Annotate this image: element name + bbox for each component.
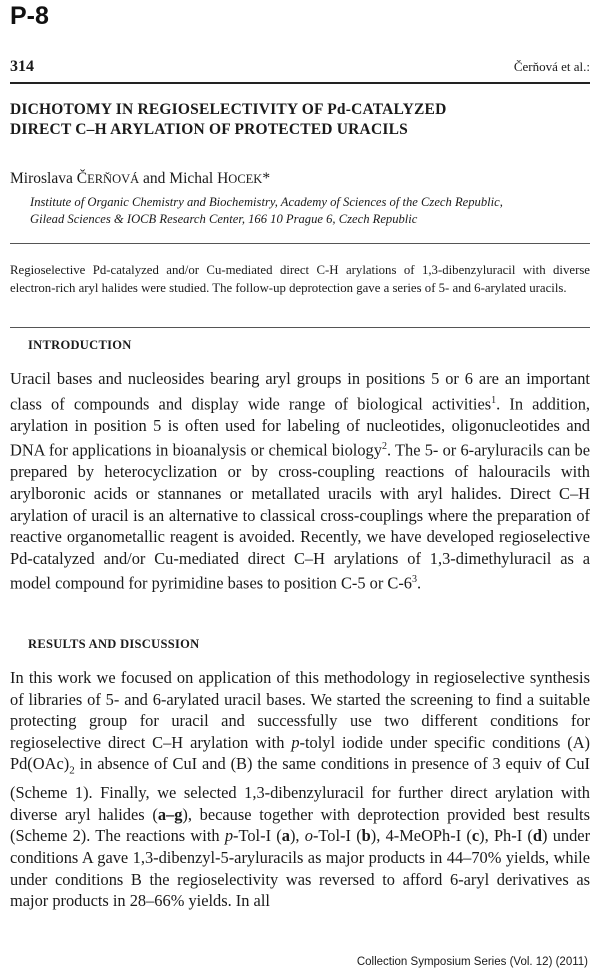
italic-locant: p	[224, 826, 234, 846]
compound-label: d	[532, 826, 543, 846]
introduction-paragraph	[10, 368, 590, 594]
section-heading-introduction: INTRODUCTION	[28, 338, 132, 352]
affiliation-line: Gilead Sciences & IOCB Research Center, 166 10 Prague 6, Czech Republic	[30, 212, 418, 226]
compound-label: b	[361, 826, 371, 846]
compound-label: a–g	[157, 804, 183, 824]
italic-locant: o	[304, 826, 313, 846]
reference-marker: 1	[491, 394, 497, 406]
author-joiner: and Michal	[139, 170, 218, 187]
title-line: DIRECT C–H ARYLATION OF PROTECTED URACILS	[10, 121, 408, 138]
results-paragraph	[10, 667, 590, 912]
body-text-run: . In addition, arylation in position 5 is often used for labeling of nucleotides, oligonucleotides and DNA for applications in bioanalysis or chemical biology	[10, 394, 591, 460]
reference-marker: 3	[411, 574, 417, 586]
author-given-name: Miroslava	[10, 170, 77, 187]
body-text-run: ), 4-MeOPh-I (	[370, 826, 472, 846]
reference-marker: 2	[381, 441, 387, 453]
article-title	[10, 100, 590, 140]
body-text-run: ), because together with deprotection provided best results (Scheme 2). The reactions with	[10, 804, 590, 846]
compound-label: c	[471, 826, 480, 846]
poster-code: P-8	[10, 2, 49, 30]
body-text-run: ), Ph-I (	[479, 826, 533, 846]
section-heading-results: RESULTS AND DISCUSSION	[28, 637, 200, 651]
italic-locant: p	[291, 732, 300, 752]
body-text-run: In this work we focused on application of this methodology in regioselective synthesis of libraries of 5- and 6-arylated uracil bases. We started the screening to find a suitable protecting group for uracil and successfully use two different conditions for regioselective direct C–H arylation with	[10, 668, 590, 752]
body-text-run: Uracil bases and nucleosides bearing aryl groups in positions 5 or 6 are an important class of compounds and display wide range of biological activities	[10, 369, 590, 414]
body-text-run: -tolyl iodide under specific conditions (A) Pd(OAc)	[10, 732, 590, 774]
page-number: 314	[10, 58, 34, 75]
body-text-run: -Tol-I (	[312, 826, 362, 846]
body-text-run: in absence of CuI and (B) the same conditions in presence of 3 equiv of CuI (Scheme 1). Finally, we selected 1,3-dibenzyluracil for further direct arylation with diverse aryl halides (	[10, 754, 590, 824]
affiliation	[30, 194, 590, 228]
body-text-run: ),	[289, 826, 305, 846]
subscript: 2	[69, 764, 75, 777]
corresponding-author-mark: *	[262, 170, 271, 187]
compound-label: a	[281, 826, 290, 846]
body-text-run: . The 5- or 6-aryluracils can be prepared by heterocyclization or by cross-coupling reactions of halouracils with arylboronic acids or stannanes or metallated uracils with aryl halides. Direct C–H arylation of uracil is an alternative to classical cross-couplings where the preparation of reactive organometallic reagent is avoided. Recently, we have developed regioselective Pd-catalyzed and/or Cu-mediated direct C–H arylations of 1,3-dimethyluracil as a model compound for pyrimidine bases to position C-5 or C-6	[10, 440, 590, 593]
body-text-run: .	[416, 573, 422, 593]
title-line: DICHOTOMY IN REGIOSELECTIVITY OF Pd-CATALYZED	[10, 101, 447, 118]
body-text-run: ) under conditions A gave 1,3-dibenzyl-5-aryluracils as major products in 44–70% yields, while under conditions B the regioselectivity was reversed to afford 6-aryl derivatives as major products in 28–66% yields. In all	[10, 826, 591, 911]
author-list	[10, 170, 270, 188]
abstract-bottom-rule	[10, 327, 590, 328]
body-text-run: -Tol-I (	[233, 826, 282, 846]
author-surname-initial: H	[217, 170, 229, 187]
abstract-top-rule	[10, 243, 590, 244]
author-surname-smallcaps: ERŇOVÁ	[87, 172, 140, 186]
journal-footer: Collection Symposium Series (Vol. 12) (2011)	[356, 956, 588, 968]
running-header	[10, 58, 590, 76]
author-surname-smallcaps: OCEK	[228, 172, 263, 186]
running-head-authors: Čerňová et al.:	[513, 59, 590, 74]
author-surname-initial: Č	[76, 170, 88, 187]
affiliation-line: Institute of Organic Chemistry and Biochemistry, Academy of Sciences of the Czech Republic,	[30, 195, 503, 209]
abstract: Regioselective Pd-catalyzed and/or Cu-mediated direct C-H arylations of 1,3-dibenzyluracil with diverse electron-rich aryl halides were studied. The follow-up deprotection gave a series of 5- and 6-arylated uracils.	[10, 263, 590, 295]
header-rule	[10, 82, 590, 84]
